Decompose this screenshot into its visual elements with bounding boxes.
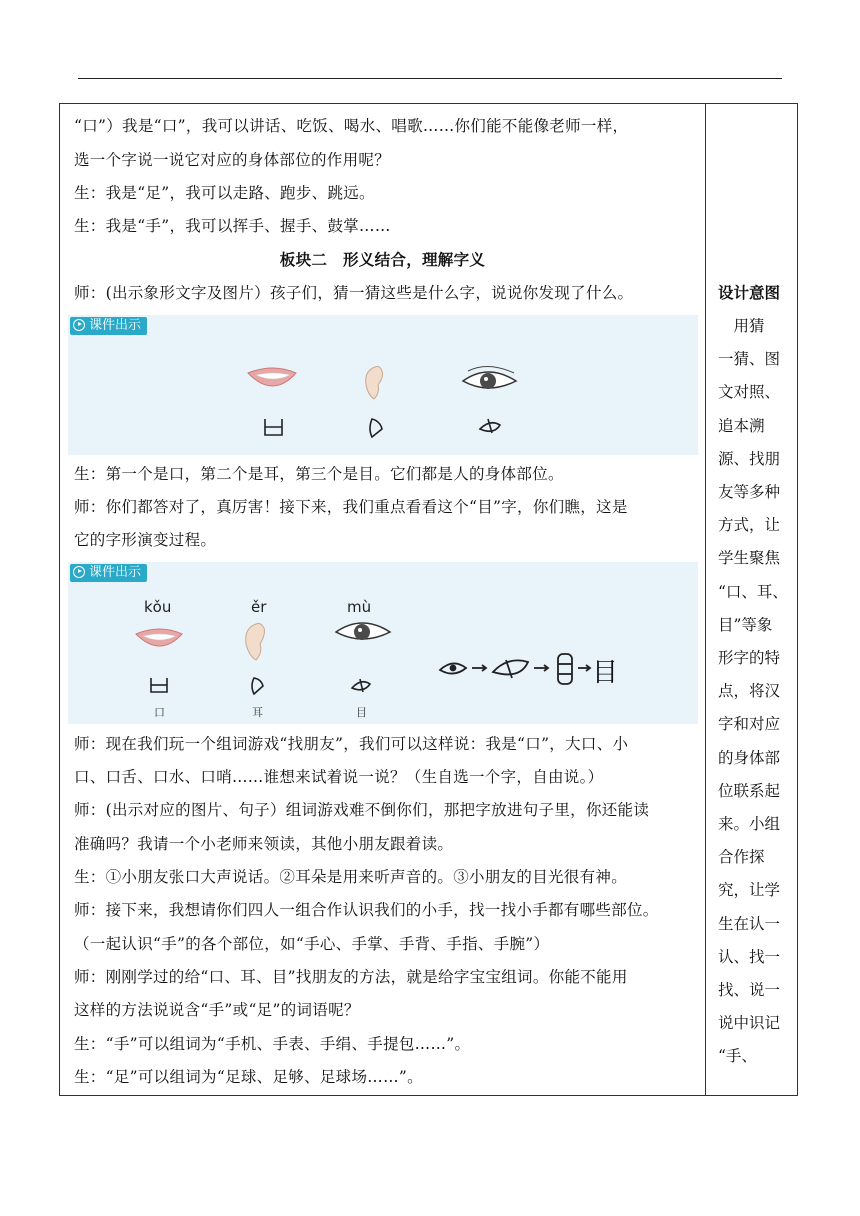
pinyin-er: ěr — [251, 598, 267, 616]
design-intent-line: 合作探 — [718, 848, 765, 867]
ear-icon — [246, 624, 265, 661]
design-intent-line: 认、找一 — [718, 947, 781, 966]
small-char-er: 耳 — [252, 706, 263, 719]
header-rule — [78, 78, 782, 79]
eye-icon — [336, 623, 390, 640]
text-line: “口”）我是“口”，我可以讲话、吃饭、喝水、唱歌……你们能不能像老师一样， — [74, 117, 629, 135]
design-intent-line: 文对照、 — [718, 383, 781, 402]
text-line: 师：(出示象形文字及图片）孩子们，猜一猜这些是什么字，说说你发现了什么。 — [74, 284, 634, 302]
pictograph-kou-icon — [265, 419, 282, 435]
courseware-panel-2 — [68, 562, 698, 724]
text-line: 师：刚刚学过的给“口、耳、目”找朋友的方法，就是给字宝宝组词。你能不能用 — [74, 968, 628, 986]
pictograph-illustration — [68, 315, 698, 455]
text-line: 师：(出示对应的图片、句子）组词游戏难不倒你们，那把字放进句子里，你还能读 — [74, 801, 650, 819]
design-intent-line: 形字的特 — [718, 649, 781, 667]
small-char-kou: 口 — [154, 706, 165, 719]
pictograph-mu-icon — [352, 679, 370, 692]
design-intent-line: 的身体部 — [718, 748, 781, 767]
design-intent-line: 位联系起 — [718, 781, 781, 800]
final-character: 目 — [592, 658, 619, 688]
design-intent-column — [708, 104, 798, 1095]
design-intent-line: 找、说一 — [718, 981, 781, 999]
text-line: 选一个字说一说它对应的身体部位的作用呢？ — [74, 151, 391, 169]
text-line: 它的字形演变过程。 — [74, 531, 217, 549]
text-line: 生：第一个是口，第二个是耳，第三个是目。它们都是人的身体部位。 — [74, 465, 564, 483]
text-line: 生：我是“足”，我可以走路、跑步、跳远。 — [74, 184, 375, 202]
pictograph-kou-icon — [151, 678, 167, 692]
text-line: 生：“足”可以组词为“足球、足够、足球场……”。 — [74, 1068, 423, 1086]
badge-label: 课件出示 — [89, 318, 142, 333]
text-line: 师：现在我们玩一个组词游戏“找朋友”，我们可以这样说：我是“口”，大口、小 — [74, 735, 629, 753]
text-line: 生：①小朋友张口大声说话。②耳朵是用来听声音的。③小朋友的目光很有神。 — [74, 868, 628, 886]
text-line: 准确吗？我请一个小老师来领读，其他小朋友跟着读。 — [74, 835, 454, 853]
design-intent-line: 目”等象 — [718, 615, 773, 634]
pictograph-mu-icon — [480, 419, 500, 433]
mouth-icon — [136, 629, 182, 646]
pictograph-er-icon — [252, 678, 263, 694]
design-intent-line: 用猜 — [718, 317, 765, 335]
pinyin-kou: kǒu — [144, 598, 172, 616]
evolution-chain — [440, 654, 590, 684]
text-line: 师：你们都答对了，真厉害！接下来，我们重点看看这个“目”字，你们瞧，这是 — [74, 498, 628, 516]
lesson-table — [59, 103, 798, 1096]
mouth-icon — [248, 368, 296, 386]
small-char-mu: 目 — [356, 706, 367, 719]
text-line: 生：我是“手”，我可以挥手、握手、鼓掌…… — [74, 217, 391, 235]
design-intent-line: 生在认一 — [718, 914, 781, 933]
design-intent-line: 来。小组 — [718, 815, 781, 833]
eye-icon — [463, 366, 516, 389]
design-intent-line: 一猜、图 — [718, 350, 781, 369]
ear-icon — [366, 367, 383, 400]
badge-label: 课件出示 — [89, 565, 142, 580]
design-intent-line: 字和对应 — [718, 715, 781, 734]
text-line: 这样的方法说说含“手”或“足”的词语呢？ — [74, 1001, 360, 1019]
evolution-illustration — [68, 562, 698, 724]
design-intent-line: “口、耳、 — [718, 582, 788, 601]
design-intent-title: 设计意图 — [718, 283, 781, 302]
design-intent-line: 追本溯 — [718, 416, 765, 435]
design-intent-line: 学生聚焦 — [718, 549, 781, 568]
design-intent-line: 源、找朋 — [718, 449, 781, 468]
section-title: 板块二 形义结合，理解字义 — [279, 250, 486, 269]
text-line: 口、口舌、口水、口哨……谁想来试着说一说？（生自选一个字，自由说。） — [74, 768, 604, 786]
text-line: （一起认识“手”的各个部位，如“手心、手掌、手背、手指、手腕”） — [74, 935, 550, 953]
design-intent-line: 点，将汉 — [718, 682, 781, 701]
design-intent-line: 说中识记 — [718, 1014, 781, 1033]
design-intent-line: 友等多种 — [718, 483, 781, 501]
courseware-panel — [68, 315, 698, 455]
pictograph-er-icon — [370, 419, 382, 437]
text-line: 生：“手”可以组词为“手机、手表、手绢、手提包……”。 — [74, 1035, 471, 1053]
pinyin-mu: mù — [347, 598, 372, 616]
design-intent-line: “手、 — [718, 1047, 757, 1066]
design-intent-line: 究，让学 — [718, 881, 781, 900]
design-intent-line: 方式，让 — [718, 516, 781, 535]
text-line: 师：接下来，我想请你们四人一组合作认识我们的小手，找一找小手都有哪些部位。 — [74, 901, 659, 919]
column-divider — [705, 104, 706, 1095]
